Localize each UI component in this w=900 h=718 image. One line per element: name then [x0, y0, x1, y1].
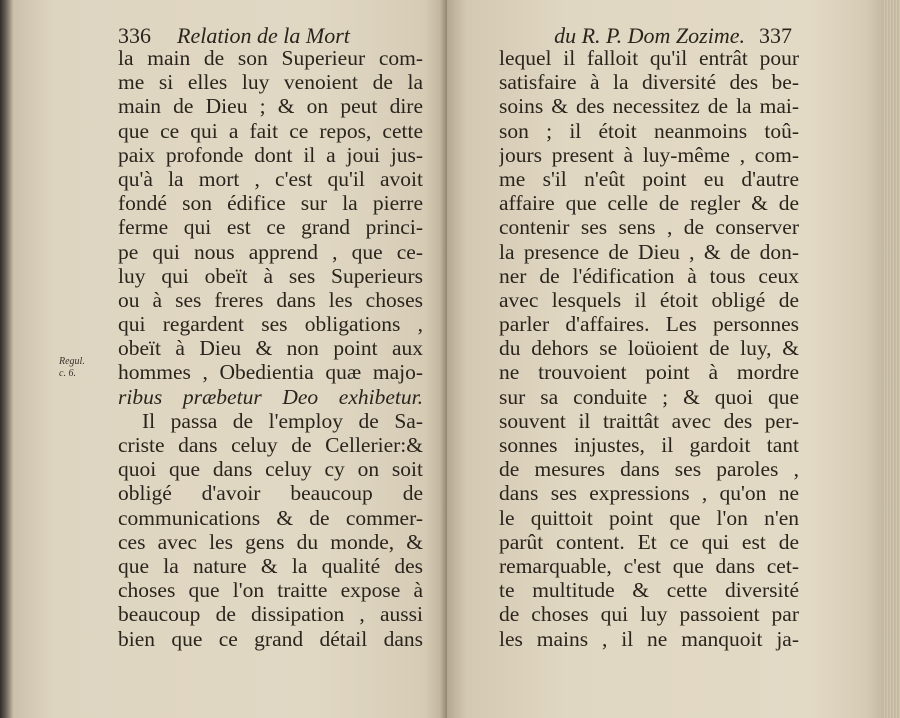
text-line: qui regardent ses obligations , [118, 312, 423, 337]
text-line: parût content. Et ce qui est de [499, 529, 799, 554]
text-line: hommes , Obedientia quæ majo- [118, 360, 423, 385]
left-page-number: 336 [118, 23, 151, 48]
text-line: affaire que celle de regler & de [499, 191, 799, 216]
text-line: ferme qui est ce grand princi- [118, 215, 423, 240]
text-line: de mesures dans ses paroles , [499, 457, 799, 482]
text-line: dans ses expressions , qu'on ne [499, 481, 799, 506]
right-page-number: 337 [759, 23, 792, 48]
text-line: sonnes injustes, il gardoit tant [499, 433, 799, 457]
text-line: parler d'affaires. Les personnes [499, 312, 799, 337]
text-line: satisfaire à la diversité des be- [499, 70, 799, 95]
text-line: beaucoup de dissipation , aussi [118, 602, 423, 627]
text-line: obeït à Dieu & non point aux [118, 336, 423, 361]
margin-note [59, 356, 95, 380]
text-line: Il passa de l'employ de Sa- [142, 408, 423, 433]
text-line: obligé d'avoir beaucoup de [118, 481, 423, 506]
margin-note-line: Regul. [59, 356, 85, 367]
text-line: la presence de Dieu , & de don- [499, 239, 799, 264]
text-line: de choses qui luy passoient par [499, 602, 799, 627]
text-line: fondé son édifice sur la pierre [118, 191, 423, 216]
text-line: ribus præbetur Deo exhibetur. [118, 384, 423, 409]
text-line: remarquable, c'est que dans cet- [499, 553, 799, 578]
text-line: avec lesquels il étoit obligé de [499, 287, 799, 312]
text-line: quoi que dans celuy cy on soit [118, 457, 423, 482]
margin-note-line: c. 6. [59, 368, 76, 379]
text-line: son ; il étoit neanmoins toû- [499, 118, 799, 143]
text-line: que ce qui a fait ce repos, cette [118, 118, 423, 143]
text-line: ner de l'édification à tous ceux [499, 263, 799, 288]
text-line: la main de son Superieur com- [118, 46, 423, 70]
text-line: ces avec les gens du monde, & [118, 529, 423, 554]
text-line: bien que ce grand détail dans [118, 626, 423, 651]
right-running-title: du R. P. Dom Zozime. [554, 23, 745, 48]
text-line: main de Dieu ; & on peut dire [118, 94, 423, 119]
text-line: lequel il falloit qu'il entrât pour [499, 46, 799, 70]
text-line: contenir ses sens , de conserver [499, 215, 799, 240]
text-line: me s'il n'eût point eu d'autre [499, 166, 799, 191]
text-line: choses que l'on traitte expose à [118, 578, 423, 603]
text-line: sur sa conduite ; & quoi que [499, 384, 799, 409]
text-line: souvent il traittât avec des per- [499, 408, 799, 433]
left-running-title: Relation de la Mort [177, 23, 350, 48]
left-text-block [118, 46, 423, 651]
text-line: te multitude & cette diversité [499, 578, 799, 603]
text-line: pe qui nous apprend , que ce- [118, 239, 423, 264]
page-edges [884, 0, 900, 718]
text-line: ne trouvoient point à mordre [499, 360, 799, 385]
text-line: jours present à luy-même , com- [499, 142, 799, 167]
text-line: le quittoit point que l'on n'en [499, 505, 799, 530]
text-line: criste dans celuy de Cellerier:& [118, 433, 423, 457]
text-line: me si elles luy venoient de la [118, 70, 423, 95]
text-line: que la nature & la qualité des [118, 553, 423, 578]
text-line: luy qui obeït à ses Superieurs [118, 263, 423, 288]
left-page [14, 0, 447, 718]
text-line: ou à ses freres dans les choses [118, 287, 423, 312]
text-line: qu'à la mort , c'est qu'il avoit [118, 166, 423, 191]
right-page [447, 0, 884, 718]
text-line: paix profonde dont il a joui jus- [118, 142, 423, 167]
right-text-block [499, 46, 799, 651]
text-line: soins & des necessitez de la mai- [499, 94, 799, 119]
text-line: les mains , il ne manquoit ja- [499, 626, 799, 651]
text-line: communications & de commer- [118, 505, 423, 530]
text-line: du dehors se loüoient de luy, & [499, 336, 799, 361]
